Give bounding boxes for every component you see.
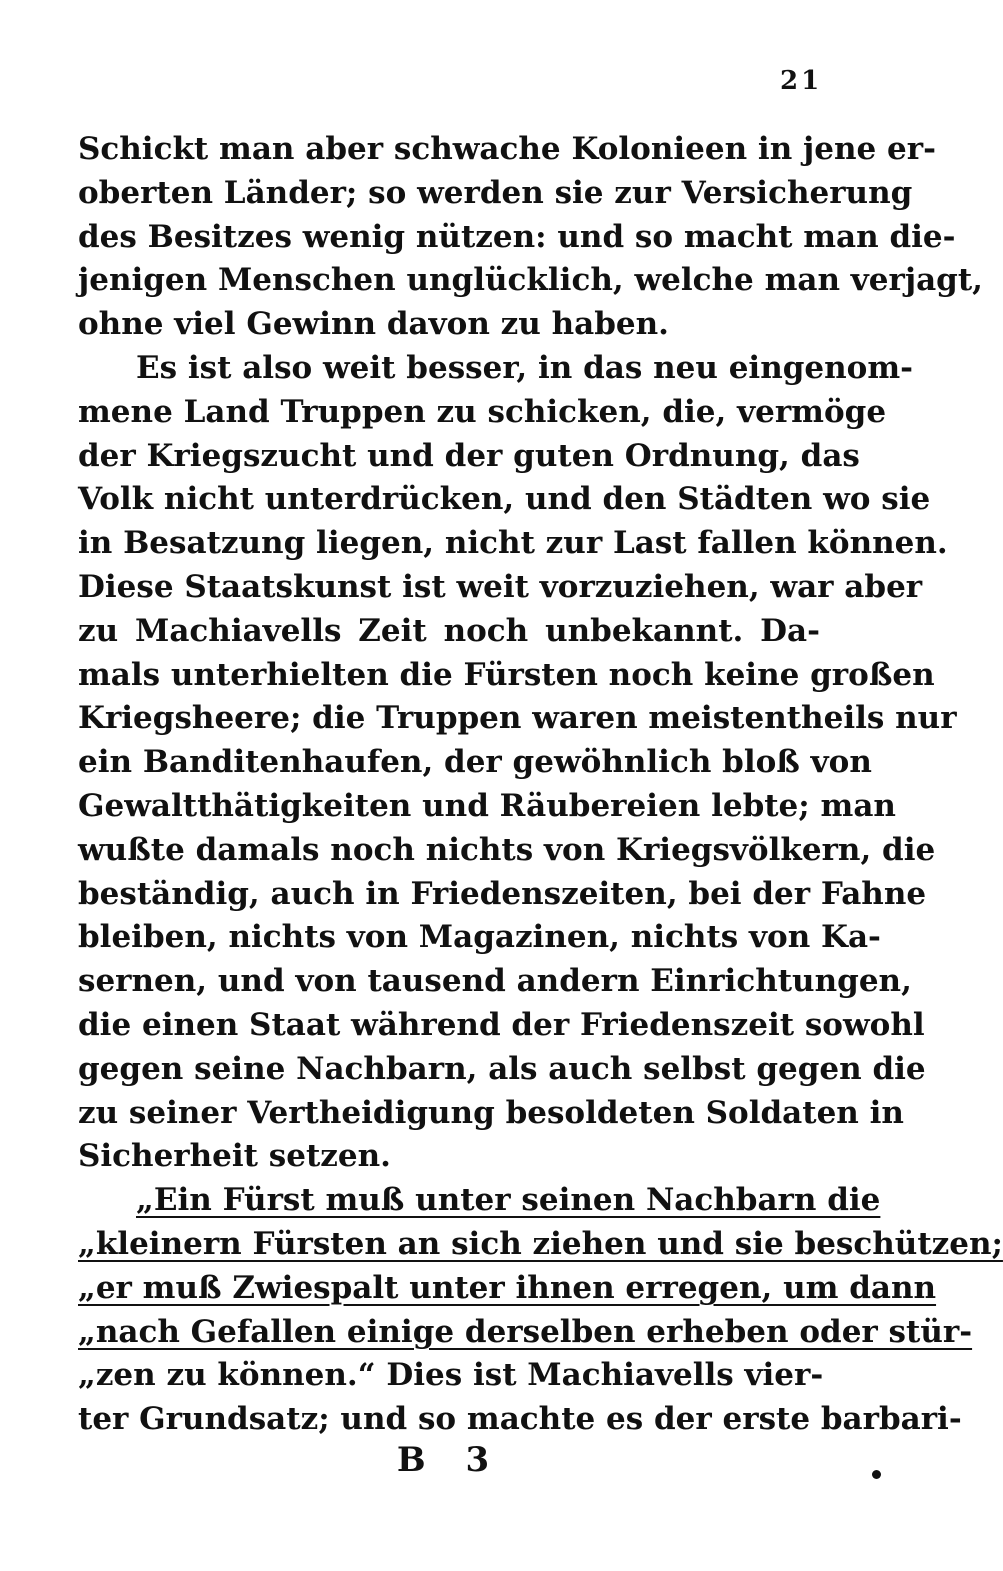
quoted-underlined-line: „nach Gefallen einige derselben erheben oder stür- bbox=[78, 1313, 973, 1350]
text-line: zu seiner Vertheidigung besoldeten Soldaten in bbox=[78, 1094, 904, 1131]
text-line: der Kriegszucht und der guten Ordnung, das bbox=[78, 437, 860, 474]
text-line: Volk nicht unterdrücken, und den Städten wo sie bbox=[78, 481, 931, 518]
text-line: ein Banditenhaufen, der gewöhnlich bloß von bbox=[78, 744, 872, 781]
text-line: mals unterhielten die Fürsten noch keine großen bbox=[78, 656, 935, 693]
text-line: Gewaltthätigkeiten und Räubereien lebte; man bbox=[78, 787, 896, 824]
text-line: beständig, auch in Friedenszeiten, bei der Fahne bbox=[78, 875, 927, 912]
text-line: mene Land Truppen zu schicken, die, vermöge bbox=[78, 393, 887, 430]
text-line: „zen zu können.“ Dies ist Machiavells vier- bbox=[78, 1357, 824, 1394]
text-line: ter Grundsatz; und so machte es der erste barbari- bbox=[78, 1401, 962, 1438]
text-line: Es ist also weit besser, in das neu eingenom- bbox=[136, 349, 914, 386]
text-line: Sicherheit setzen. bbox=[78, 1138, 391, 1175]
text-line: die einen Staat während der Friedenszeit sowohl bbox=[78, 1006, 925, 1043]
text-line: wußte damals noch nichts von Kriegsvölkern, die bbox=[78, 831, 936, 868]
body-text bbox=[78, 128, 1003, 1442]
signature-mark: B 3 bbox=[396, 1440, 504, 1480]
text-line: sernen, und von tausend andern Einrichtungen, bbox=[78, 963, 912, 1000]
quoted-underlined-line: „kleinern Fürsten an sich ziehen und sie beschützen; bbox=[78, 1225, 1003, 1262]
quoted-underlined-line: „Ein Fürst muß unter seinen Nachbarn die bbox=[136, 1182, 881, 1219]
text-line: Schickt man aber schwache Kolonieen in jene er- bbox=[78, 131, 936, 167]
text-line: gegen seine Nachbarn, als auch selbst gegen die bbox=[78, 1050, 926, 1087]
page-number: 21 bbox=[780, 66, 823, 96]
text-line: in Besatzung liegen, nicht zur Last fallen können. bbox=[78, 525, 948, 562]
text-line: Kriegsheere; die Truppen waren meistentheils nur bbox=[78, 700, 957, 737]
ink-speck bbox=[872, 1470, 881, 1479]
text-line: ohne viel Gewinn davon zu haben. bbox=[78, 306, 669, 343]
text-line: oberten Länder; so werden sie zur Versicherung bbox=[78, 174, 913, 211]
text-line: des Besitzes wenig nützen: und so macht man die- bbox=[78, 218, 956, 255]
text-line: zu Machiavells Zeit noch unbekannt. Da- bbox=[78, 612, 820, 649]
text-line: Diese Staatskunst ist weit vorzuziehen, war aber bbox=[78, 568, 923, 605]
text-line: bleiben, nichts von Magazinen, nichts von Ka- bbox=[78, 919, 881, 956]
quoted-underlined-line: „er muß Zwiespalt unter ihnen erregen, um dann bbox=[78, 1269, 937, 1306]
text-line: jenigen Menschen unglücklich, welche man verjagt, bbox=[78, 262, 983, 299]
